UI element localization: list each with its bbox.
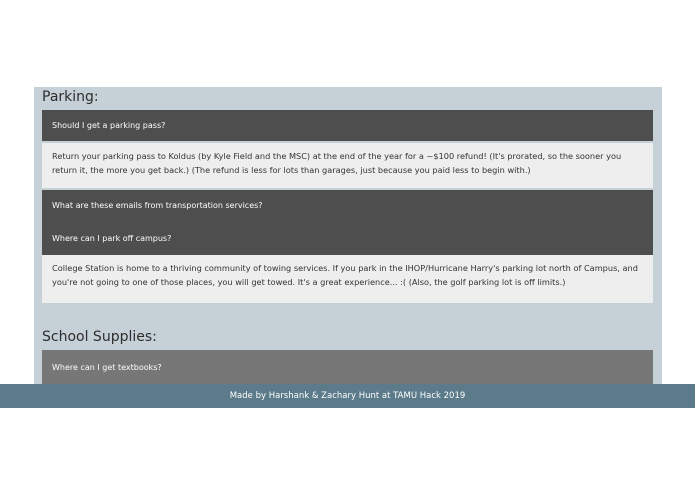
faq-question-parking-pass[interactable]: Should I get a parking pass? (42, 110, 653, 141)
faq-panel (34, 87, 662, 385)
faq-question-transportation-emails[interactable]: What are these emails from transportation services? (42, 190, 653, 222)
faq-answer-park-off-campus: College Station is home to a thriving community of towing services. If you park in the IHOP/Hurricane Harry's parking lot north of Campus, and you're not going to one of those places, you will get towed. It's a great experience... :( (Also, the golf parking lot is off limits.) (42, 255, 653, 303)
faq-answer-parking-pass: Return your parking pass to Koldus (by Kyle Field and the MSC) at the end of the year for a ~$100 refund! (It's prorated, so the sooner you return it, the more you get back.) (The refund is less for lots than garages, just because you paid less to begin with.) (42, 143, 653, 188)
footer-text: Made by Harshank & Zachary Hunt at TAMU Hack 2019 (229, 391, 466, 401)
faq-question-park-off-campus[interactable]: Where can I park off campus? (42, 222, 653, 255)
section-title-school-supplies: School Supplies: (42, 329, 157, 345)
section-title-parking: Parking: (42, 89, 99, 105)
site-footer (0, 384, 695, 408)
faq-question-textbooks[interactable]: Where can I get textbooks? (42, 350, 653, 385)
